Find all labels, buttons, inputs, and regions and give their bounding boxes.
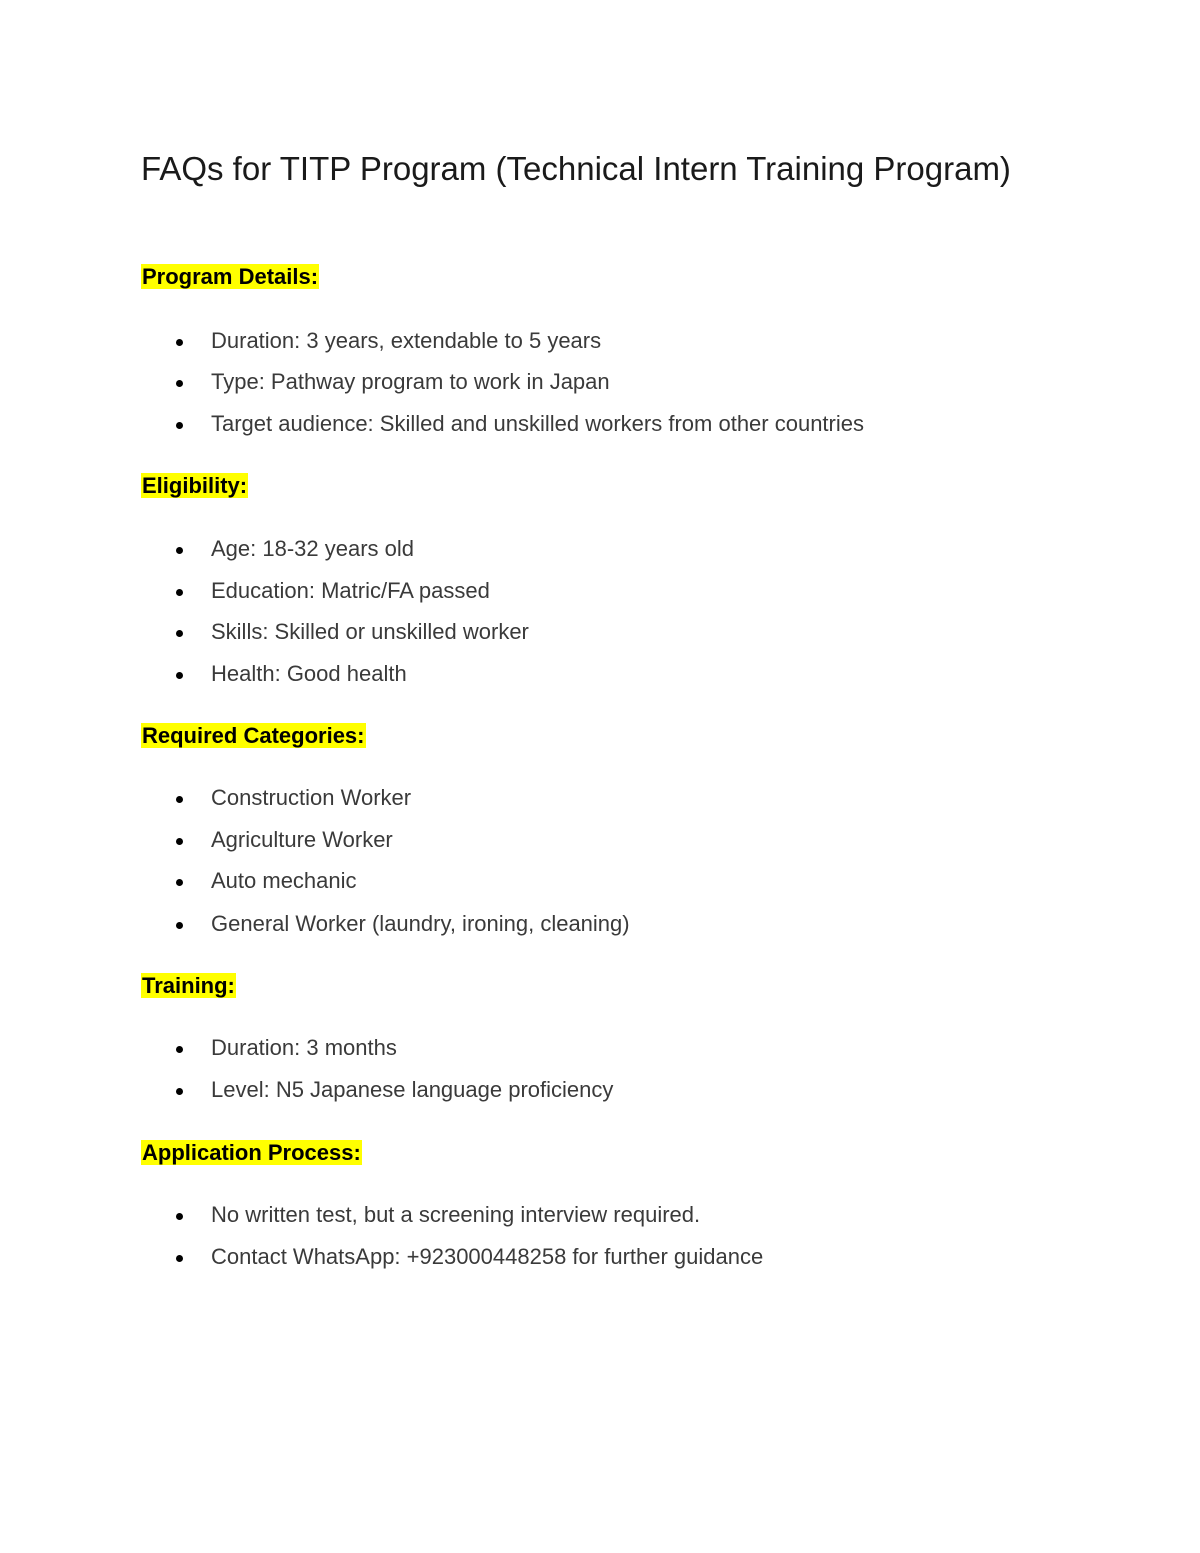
list-item-text: Duration: 3 years, extendable to 5 years	[211, 328, 602, 353]
section-heading-application-process	[141, 1139, 362, 1167]
section-heading-label: Training:	[142, 973, 235, 998]
section-heading-label: Eligibility:	[142, 473, 248, 498]
document-title: FAQs for TITP Program (Technical Intern Training Program)	[141, 150, 1011, 187]
bullet-icon	[176, 796, 183, 803]
bullet-icon	[176, 1213, 183, 1220]
bullet-icon	[176, 422, 183, 429]
list-item-text: Auto mechanic	[211, 868, 357, 893]
list-item-text: Health: Good health	[211, 661, 407, 686]
bullet-icon	[176, 672, 183, 679]
bullet-icon	[176, 339, 183, 346]
bullet-icon	[176, 630, 183, 637]
section-heading-label: Program Details:	[142, 264, 319, 289]
section-heading-label: Application Process:	[142, 1140, 361, 1165]
section-heading-label: Required Categories:	[142, 723, 365, 748]
bullet-icon	[176, 380, 183, 387]
list-item-text: Age: 18-32 years old	[211, 536, 415, 561]
bullet-icon	[176, 1255, 183, 1262]
list-item-text: Construction Worker	[211, 785, 412, 810]
list-item-text: Contact WhatsApp: +923000448258 for further guidance	[211, 1244, 764, 1269]
bullet-icon	[176, 879, 183, 886]
bullet-icon	[176, 547, 183, 554]
bullet-icon	[176, 1046, 183, 1053]
bullet-icon	[176, 838, 183, 845]
section-heading-program-details	[141, 263, 319, 291]
list-item-text: No written test, but a screening interview required.	[211, 1202, 701, 1227]
list-item-text: Level: N5 Japanese language proficiency	[211, 1077, 614, 1102]
list-item-text: Target audience: Skilled and unskilled workers from other countries	[211, 411, 864, 436]
list-item-text: General Worker (laundry, ironing, cleaning)	[211, 911, 630, 936]
list-item-text: Education: Matric/FA passed	[211, 578, 490, 603]
section-heading-training	[141, 972, 236, 1000]
list-item-text: Duration: 3 months	[211, 1035, 397, 1060]
list-item-text: Agriculture Worker	[211, 827, 393, 852]
section-heading-eligibility	[141, 472, 248, 500]
list-item-text: Skills: Skilled or unskilled worker	[211, 619, 529, 644]
section-heading-required-categories	[141, 722, 366, 750]
bullet-icon	[176, 922, 183, 929]
list-item-text: Type: Pathway program to work in Japan	[211, 369, 610, 394]
bullet-icon	[176, 1088, 183, 1095]
bullet-icon	[176, 589, 183, 596]
